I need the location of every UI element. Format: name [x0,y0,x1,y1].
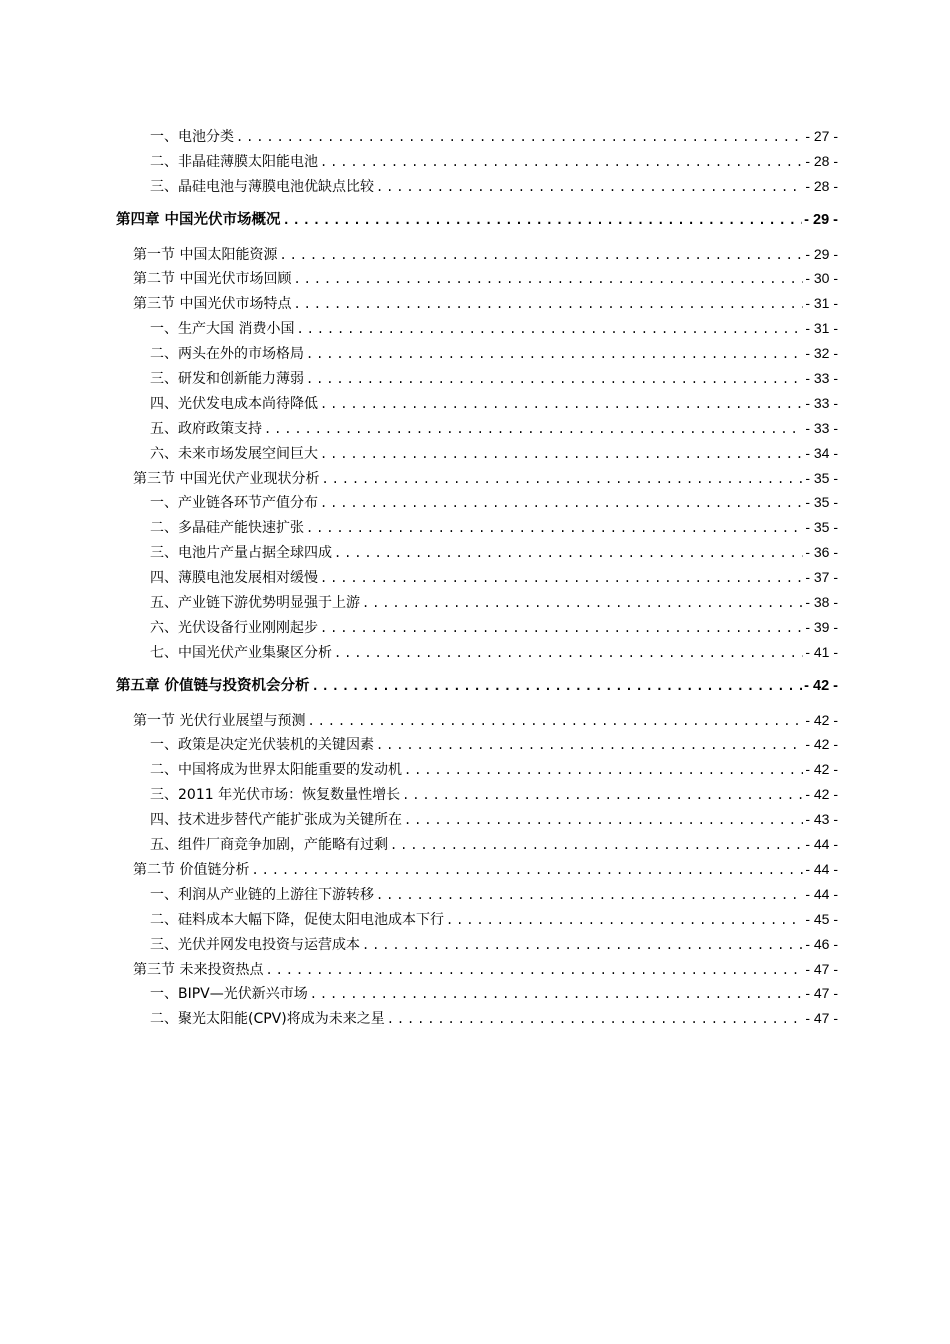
toc-entry-title: 第一节 光伏行业展望与预测 [133,712,306,729]
toc-entry-line [133,291,838,317]
dot-leader [376,883,803,908]
toc-entry-line [150,907,838,933]
toc-entry[interactable] [0,732,950,757]
toc-entry-line [133,957,838,983]
toc-entry-line [133,466,838,492]
toc-entry[interactable] [0,757,950,782]
dot-leader [362,933,803,958]
toc-entry-title: 六、光伏设备行业刚刚起步 [150,619,318,636]
toc-entry-page-number: - 33 - [805,419,838,436]
toc-entry-line [133,857,838,883]
toc-entry-page-number: - 42 - [805,786,838,803]
toc-entry-line [150,882,838,908]
toc-entry-title: 三、光伏并网发电投资与运营成本 [150,936,360,953]
toc-entry-title: 三、研发和创新能力薄弱 [150,371,304,388]
toc-entry-line [133,708,838,734]
toc-entry-line [150,540,838,566]
toc-entry[interactable] [0,149,950,174]
dot-leader [334,641,803,666]
dot-leader [312,674,803,699]
toc-entry-page-number: - 41 - [805,643,838,660]
toc-entry-line [150,640,838,666]
dot-leader [334,541,803,566]
toc-entry-title: 第三节 中国光伏产业现状分析 [133,470,320,487]
toc-chapter-entry[interactable] [0,674,950,699]
toc-entry-title: 七、中国光伏产业集聚区分析 [150,644,332,661]
toc-entry-page-number: - 30 - [805,270,838,287]
toc-entry-line [116,208,838,233]
toc-entry-line [150,615,838,641]
toc-entry-line [150,391,838,417]
toc-entry[interactable] [0,957,950,982]
toc-entry-line [150,515,838,541]
dot-leader [265,958,803,983]
dot-leader [279,243,803,268]
toc-entry[interactable] [0,708,950,733]
toc-entry[interactable] [0,416,950,441]
toc-entry-page-number: - 44 - [805,885,838,902]
toc-entry-title: 第三节 中国光伏市场特点 [133,296,292,313]
toc-entry[interactable] [0,291,950,316]
dot-leader [293,292,803,317]
toc-entry-line [150,981,838,1007]
dot-leader [306,342,803,367]
toc-entry-page-number: - 27 - [805,128,838,144]
toc-entry-page-number: - 42 - [804,677,838,694]
toc-entry-title: 三、晶硅电池与薄膜电池优缺点比较 [150,178,374,195]
toc-entry[interactable] [0,932,950,957]
dot-leader [446,908,803,933]
toc-entry-line [150,1006,838,1032]
toc-entry-line [150,490,838,516]
toc-entry-title: 二、两头在外的市场格局 [150,346,304,363]
toc-entry-line [150,782,838,808]
toc-entry-line [150,316,838,342]
toc-entry-page-number: - 29 - [805,245,838,262]
toc-entry[interactable] [0,907,950,932]
toc-entry-line [150,366,838,392]
toc-entry-page-number: - 35 - [805,494,838,511]
toc-entry[interactable] [0,540,950,565]
toc-entry-page-number: - 47 - [805,985,838,1002]
toc-entry-page-number: - 44 - [805,860,838,877]
toc-entry-line [150,807,838,833]
toc-entry-title: 一、电池分类 [150,129,234,145]
toc-entry-line [150,149,838,175]
toc-entry[interactable] [0,341,950,366]
dot-leader [293,267,803,292]
toc-entry-line [150,416,838,442]
dot-leader [402,783,803,808]
dot-leader [320,566,803,591]
toc-entry-page-number: - 35 - [805,469,838,486]
toc-entry-page-number: - 47 - [805,1010,838,1027]
toc-entry-page-number: - 39 - [805,618,838,635]
toc-entry-title: 第四章 中国光伏市场概况 [116,211,281,228]
toc-entry-line [150,732,838,758]
dot-leader [362,591,803,616]
toc-entry[interactable] [0,316,950,341]
dot-leader [387,1007,804,1032]
dot-leader [306,367,803,392]
toc-entry-title: 第二节 中国光伏市场回顾 [133,271,292,288]
toc-entry[interactable] [0,366,950,391]
toc-entry-line [150,441,838,467]
dot-leader [404,808,803,833]
dot-leader [376,733,803,758]
dot-leader [320,491,803,516]
toc-entry-page-number: - 42 - [805,736,838,753]
toc-entry-title: 二、硅料成本大幅下降，促使太阳电池成本下行 [150,911,444,928]
toc-entry-page-number: - 34 - [805,444,838,461]
dot-leader [307,709,803,734]
dot-leader [251,858,803,883]
toc-entry-page-number: - 33 - [805,394,838,411]
toc-entry-title: 四、薄膜电池发展相对缓慢 [150,570,318,587]
toc-entry-page-number: - 37 - [805,569,838,586]
toc-entry[interactable] [0,832,950,857]
toc-entry[interactable] [0,782,950,807]
toc-entry-line [150,565,838,591]
toc-entry-line [150,124,838,150]
toc-entry-page-number: - 33 - [805,370,838,387]
toc-entry-line [150,341,838,367]
toc-entry[interactable] [0,490,950,515]
toc-entry-page-number: - 36 - [805,544,838,561]
dot-leader [264,417,803,442]
toc-entry-page-number: - 43 - [805,811,838,828]
toc-entry-line [133,266,838,292]
toc-entry-title: 五、产业链下游优势明显强于上游 [150,595,360,612]
dot-leader [296,317,803,342]
toc-entry-title: 四、光伏发电成本尚待降低 [150,395,318,412]
toc-entry-title: 三、电池片产量占据全球四成 [150,545,332,562]
toc-chapter-entry[interactable] [0,208,950,233]
toc-entry-title: 二、多晶硅产能快速扩张 [150,520,304,537]
toc-entry[interactable] [0,857,950,882]
toc-entry[interactable] [0,391,950,416]
toc-entry-page-number: - 31 - [805,295,838,312]
toc-entry-line [150,590,838,616]
dot-leader [320,616,803,641]
toc-entry-page-number: - 45 - [805,910,838,927]
dot-leader [320,442,803,467]
toc-entry-title: 三、2011 年光伏市场：恢复数量性增长 [150,787,401,804]
toc-entry-page-number: - 46 - [805,935,838,952]
toc-entry[interactable] [0,1006,950,1031]
dot-leader [376,175,803,200]
toc-entry[interactable] [0,981,950,1006]
toc-entry-line [116,674,838,699]
toc-entry-title: 第二节 价值链分析 [133,861,250,878]
dot-leader [390,833,803,858]
dot-leader [320,150,803,175]
toc-entry[interactable] [0,441,950,466]
toc-entry[interactable] [0,640,950,665]
toc-entry-line [150,174,838,200]
toc-entry[interactable] [0,515,950,540]
toc-entry-title: 二、聚光太阳能(CPV)将成为未来之星 [150,1011,385,1028]
toc-entry[interactable] [0,174,950,199]
table-of-contents [0,124,950,1031]
toc-entry-page-number: - 32 - [805,345,838,362]
dot-leader [321,467,803,492]
toc-entry-title: 五、组件厂商竞争加剧，产能略有过剩 [150,837,388,854]
toc-entry-title: 二、中国将成为世界太阳能重要的发动机 [150,762,402,779]
toc-entry-line [150,932,838,958]
dot-leader [283,208,803,233]
toc-entry-title: 第一节 中国太阳能资源 [133,246,278,263]
toc-entry-title: 第五章 价值链与投资机会分析 [116,677,310,694]
toc-entry-title: 五、政府政策支持 [150,420,262,437]
toc-entry-page-number: - 38 - [805,594,838,611]
toc-entry-title: 一、BIPV—光伏新兴市场 [150,986,308,1003]
toc-entry[interactable] [0,266,950,291]
toc-entry[interactable] [0,565,950,590]
toc-entry-page-number: - 42 - [805,761,838,778]
toc-entry-line [150,832,838,858]
toc-entry-page-number: - 44 - [805,836,838,853]
toc-entry-title: 一、产业链各环节产值分布 [150,495,318,512]
toc-entry-title: 第三节 未来投资热点 [133,961,264,978]
toc-entry-title: 一、政策是决定光伏装机的关键因素 [150,737,374,754]
toc-entry[interactable] [0,807,950,832]
toc-entry-page-number: - 42 - [805,711,838,728]
toc-entry-title: 四、技术进步替代产能扩张成为关键所在 [150,812,402,829]
dot-leader [236,125,803,150]
toc-entry-title: 二、非晶硅薄膜太阳能电池 [150,153,318,170]
toc-entry-line [133,242,838,268]
dot-leader [306,516,803,541]
dot-leader [310,982,804,1007]
toc-entry-page-number: - 28 - [805,177,838,194]
toc-entry-title: 一、利润从产业链的上游往下游转移 [150,886,374,903]
toc-entry[interactable] [0,590,950,615]
toc-entry[interactable] [0,242,950,267]
toc-entry-title: 六、未来市场发展空间巨大 [150,445,318,462]
toc-entry[interactable] [0,882,950,907]
toc-entry[interactable] [0,124,950,149]
toc-entry-page-number: - 29 - [804,211,838,228]
toc-entry[interactable] [0,466,950,491]
toc-entry[interactable] [0,615,950,640]
toc-entry-page-number: - 28 - [805,152,838,169]
toc-entry-page-number: - 47 - [805,960,838,977]
toc-entry-page-number: - 35 - [805,519,838,536]
toc-entry-page-number: - 31 - [805,320,838,337]
dot-leader [320,392,803,417]
toc-entry-line [150,757,838,783]
dot-leader [404,758,803,783]
toc-entry-title: 一、生产大国 消费小国 [150,321,295,338]
